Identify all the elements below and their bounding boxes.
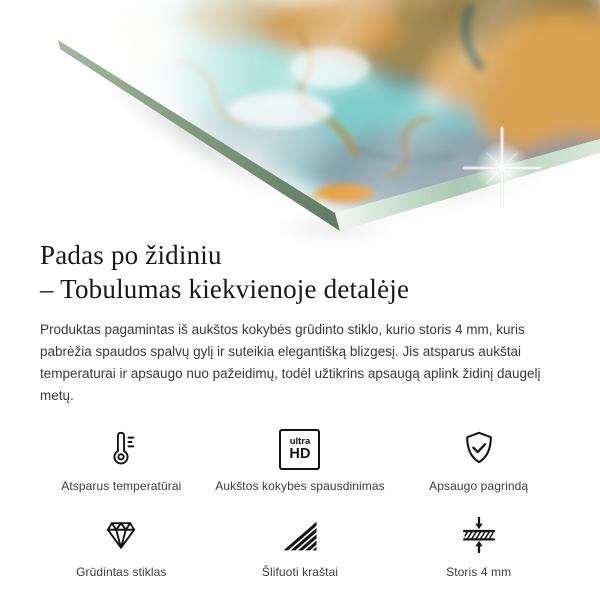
page-title xyxy=(40,238,560,306)
ultra-hd-icon-text-top: ultra xyxy=(289,436,311,448)
feature-label: Aukštos kokybės spausdinimas xyxy=(215,479,385,494)
feature-protects-base xyxy=(389,428,568,493)
diamond-icon xyxy=(100,514,142,556)
feature-label: Šlifuoti kraštai xyxy=(261,565,339,580)
polished-edges-icon xyxy=(279,514,321,556)
feature-ultra-hd-print xyxy=(211,428,390,493)
feature-tempered-glass xyxy=(32,514,211,579)
feature-label: Apsaugo pagrindą xyxy=(429,479,529,494)
feature-polished-edges xyxy=(211,514,390,579)
feature-label: Grūdintas stiklas xyxy=(76,565,167,580)
ultra-hd-icon-text-bottom: HD xyxy=(289,445,311,462)
product-hero xyxy=(0,0,600,235)
feature-thickness-4mm xyxy=(389,514,568,579)
feature-label: Atsparus temperatūrai xyxy=(61,479,182,494)
product-description: Produktas pagamintas iš aukštos kokybės grūdinto stiklo, kurio storis 4 mm, kuris pabrėžia spaudos spalvų gylį ir suteikia elegantišką blizgesį. Jis atsparus aukštai temperaturai ir apsaugo nuo pažeidimų, todėl užtikrins apsaugą aplink židinį daugelį metų. xyxy=(40,322,541,403)
feature-temperature-resistant xyxy=(32,428,211,493)
sparkle-highlight xyxy=(460,126,544,210)
feature-label: Storis 4 mm xyxy=(446,565,512,580)
thermometer-icon xyxy=(100,428,142,470)
title-line-2: – Tobulumas kiekvienoje detalėje xyxy=(40,274,410,305)
ultra-hd-icon xyxy=(279,428,320,470)
shield-check-icon xyxy=(458,428,500,470)
title-line-1: Padas po židiniu xyxy=(40,240,222,270)
features-grid xyxy=(32,428,568,579)
product-info-section xyxy=(0,235,600,579)
thickness-icon xyxy=(458,514,500,556)
